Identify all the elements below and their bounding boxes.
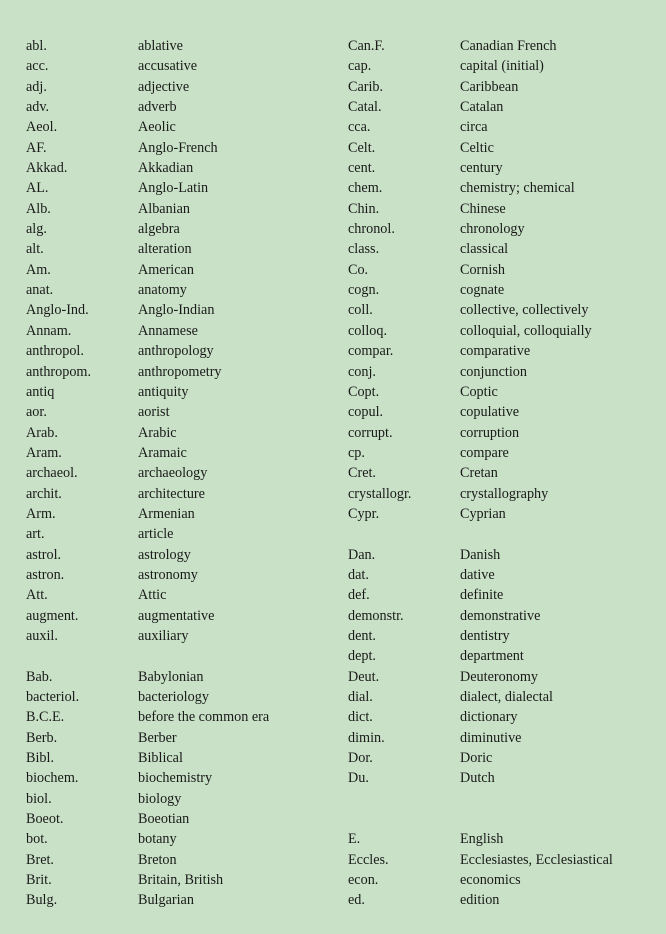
abbreviation: aor.: [26, 404, 47, 421]
expansion: anthropometry: [138, 363, 222, 380]
abbreviation-entry: [348, 300, 658, 320]
expansion: architecture: [138, 485, 205, 502]
expansion: chemistry; chemical: [460, 180, 575, 197]
abbreviation: Catal.: [348, 99, 382, 116]
abbreviation: econ.: [348, 872, 379, 889]
abbreviation-entry: [348, 687, 658, 707]
abbreviation-entry: [26, 36, 326, 56]
abbreviation: astrol.: [26, 546, 62, 563]
abbreviation-entry: [348, 117, 658, 137]
abbreviation: Alb.: [26, 200, 51, 217]
expansion: Ecclesiastes, Ecclesiastical: [460, 851, 613, 868]
abbreviation-entry: [26, 260, 326, 280]
abbreviation-entry: [348, 138, 658, 158]
abbreviation: biol.: [26, 790, 52, 807]
abbreviation: biochem.: [26, 770, 79, 787]
expansion: department: [460, 648, 524, 665]
abbreviation-entry: [26, 362, 326, 382]
abbreviation: dat.: [348, 566, 369, 583]
abbreviation: Anglo-Ind.: [26, 302, 89, 319]
abbreviation: Boeot.: [26, 811, 64, 828]
abbreviation-entry: [26, 850, 326, 870]
expansion: Berber: [138, 729, 177, 746]
abbreviation-entry: [26, 158, 326, 178]
abbreviation-entry: [26, 97, 326, 117]
abbreviation-entry: [26, 504, 326, 524]
abbreviation: archit.: [26, 485, 62, 502]
expansion: adverb: [138, 99, 177, 116]
abbreviation: auxil.: [26, 627, 58, 644]
section-gap: [348, 809, 658, 829]
abbreviation-entry: [348, 463, 658, 483]
abbreviation: Carib.: [348, 78, 384, 95]
expansion: antiquity: [138, 383, 189, 400]
section-gap: [26, 646, 326, 666]
abbreviation-entry: [26, 565, 326, 585]
expansion: century: [460, 160, 503, 177]
expansion: astrology: [138, 546, 191, 563]
expansion: Canadian French: [460, 38, 557, 54]
abbreviation-entry: [26, 77, 326, 97]
abbreviation-entry: [348, 280, 658, 300]
abbreviation-entry: [348, 484, 658, 504]
abbreviation: dent.: [348, 627, 376, 644]
expansion: accusative: [138, 58, 198, 75]
abbreviation-entry: [26, 687, 326, 707]
abbreviation: Berb.: [26, 729, 58, 746]
right-column: [348, 36, 658, 911]
abbreviation-entry: [348, 423, 658, 443]
expansion: Catalan: [460, 99, 504, 116]
abbreviation: Aram.: [26, 444, 62, 461]
abbreviation: Co.: [348, 261, 369, 278]
abbreviation-entry: [348, 585, 658, 605]
expansion: English: [460, 831, 504, 848]
expansion: Britain, British: [138, 872, 224, 889]
abbreviation: archaeol.: [26, 465, 78, 482]
abbreviation-entry: [348, 890, 658, 910]
abbreviation-entry: [348, 219, 658, 239]
abbreviation-entry: [348, 362, 658, 382]
section-gap: [348, 789, 658, 809]
expansion: compare: [460, 444, 509, 461]
abbreviation-entry: [26, 484, 326, 504]
abbreviation-entry: [26, 300, 326, 320]
abbreviation-entry: [348, 97, 658, 117]
abbreviation-entry: [26, 199, 326, 219]
section-gap: [348, 524, 658, 544]
expansion: dative: [460, 566, 495, 583]
abbreviation-entry: [26, 463, 326, 483]
abbreviation: dial.: [348, 689, 373, 705]
abbreviation-entry: [26, 606, 326, 626]
expansion: definite: [460, 587, 504, 604]
expansion: economics: [460, 872, 521, 889]
abbreviation: Deut.: [348, 668, 380, 685]
abbreviation-entry: [26, 321, 326, 341]
expansion: alteration: [138, 241, 192, 258]
abbreviation: bot.: [26, 831, 48, 848]
abbreviation-entry: [348, 606, 658, 626]
expansion: chronology: [460, 221, 525, 238]
abbreviation: anat.: [26, 282, 54, 299]
expansion: biology: [138, 790, 182, 807]
abbreviation: E.: [348, 831, 361, 848]
abbreviation-entry: [26, 789, 326, 809]
abbreviation: acc.: [26, 58, 49, 75]
expansion: corruption: [460, 424, 520, 441]
abbreviation: Am.: [26, 261, 51, 278]
expansion: collective, collectively: [460, 302, 589, 319]
abbreviation: Eccles.: [348, 851, 389, 868]
abbreviation-entry: [348, 768, 658, 788]
abbreviation: cogn.: [348, 282, 380, 299]
abbreviation-entry: [26, 341, 326, 361]
expansion: Arabic: [138, 424, 177, 441]
expansion: adjective: [138, 78, 190, 95]
abbreviation: AL.: [26, 180, 49, 197]
abbreviation: Akkad.: [26, 160, 68, 177]
expansion: Breton: [138, 851, 177, 868]
abbreviation: art.: [26, 526, 45, 543]
abbreviation-entry: [348, 667, 658, 687]
abbreviation: dict.: [348, 709, 373, 726]
abbreviation-entry: [348, 545, 658, 565]
abbreviation-entry: [26, 280, 326, 300]
abbreviation: Bab.: [26, 668, 53, 685]
expansion: Anglo-Latin: [138, 180, 209, 197]
abbreviation: ed.: [348, 892, 365, 909]
abbreviation: Annam.: [26, 322, 72, 339]
abbreviation: chem.: [348, 180, 383, 197]
abbreviation-entry: [348, 707, 658, 727]
abbreviation-entry: [26, 545, 326, 565]
abbreviation: Bret.: [26, 851, 54, 868]
abbreviation: astron.: [26, 566, 65, 583]
abbreviation: anthropom.: [26, 363, 92, 380]
abbreviation-entry: [348, 56, 658, 76]
expansion: Cornish: [460, 261, 505, 278]
expansion: archaeology: [138, 465, 208, 482]
abbreviation-entry: [348, 748, 658, 768]
expansion: before the common era: [138, 709, 270, 726]
abbreviation-entry: [26, 219, 326, 239]
abbreviation: corrupt.: [348, 424, 393, 441]
expansion: algebra: [138, 221, 180, 238]
abbreviation: Att.: [26, 587, 48, 604]
expansion: comparative: [460, 343, 531, 360]
abbreviation-entry: [26, 707, 326, 727]
expansion: Doric: [460, 750, 493, 767]
abbreviation-entry: [348, 646, 658, 666]
abbreviation-entry: [348, 260, 658, 280]
abbreviation-entry: [26, 809, 326, 829]
expansion: Deuteronomy: [460, 668, 539, 685]
abbreviation-entry: [26, 524, 326, 544]
abbreviation: Dor.: [348, 750, 373, 767]
expansion: Chinese: [460, 200, 506, 217]
abbreviation-entry: [26, 423, 326, 443]
abbreviation: def.: [348, 587, 370, 604]
abbreviation-entry: [26, 748, 326, 768]
expansion: capital (initial): [460, 58, 544, 75]
abbreviation-entry: [348, 382, 658, 402]
abbreviation-entry: [348, 36, 658, 56]
expansion: Dutch: [460, 770, 495, 787]
expansion: Akkadian: [138, 160, 194, 177]
expansion: diminutive: [460, 729, 522, 746]
abbreviation: Arab.: [26, 424, 58, 441]
expansion: Cyprian: [460, 505, 506, 522]
expansion: conjunction: [460, 363, 527, 380]
left-column: [26, 36, 326, 911]
abbreviation: Aeol.: [26, 119, 58, 136]
expansion: dialect, dialectal: [460, 689, 553, 705]
abbreviation-entry: [26, 239, 326, 259]
abbreviation-entry: [26, 626, 326, 646]
abbreviation-entry: [26, 382, 326, 402]
abbreviation: Arm.: [26, 505, 56, 522]
abbreviation-entry: [348, 443, 658, 463]
abbreviation: compar.: [348, 343, 394, 360]
abbreviation-entry: [26, 870, 326, 890]
abbreviation-entry: [348, 158, 658, 178]
abbreviation-entry: [348, 199, 658, 219]
expansion: circa: [460, 119, 488, 136]
expansion: cognate: [460, 282, 505, 299]
abbreviation-entry: [348, 829, 658, 849]
abbreviation: B.C.E.: [26, 709, 65, 726]
abbreviation-entry: [348, 850, 658, 870]
abbreviation: AF.: [26, 139, 47, 156]
abbreviation-entry: [26, 728, 326, 748]
expansion: augmentative: [138, 607, 215, 624]
expansion: Bulgarian: [138, 892, 194, 909]
expansion: demonstrative: [460, 607, 541, 624]
abbreviation: conj.: [348, 363, 376, 380]
expansion: Anglo-French: [138, 139, 218, 156]
expansion: Annamese: [138, 322, 198, 339]
abbreviation-entry: [26, 117, 326, 137]
abbreviation: adv.: [26, 99, 50, 116]
abbreviation-entry: [26, 890, 326, 910]
abbreviation-entry: [26, 178, 326, 198]
expansion: Coptic: [460, 383, 498, 400]
abbreviation: Dan.: [348, 546, 376, 563]
abbreviation: alg.: [26, 221, 47, 238]
expansion: Aramaic: [138, 444, 187, 461]
abbreviation: Chin.: [348, 200, 380, 217]
abbreviation: Celt.: [348, 139, 376, 156]
abbreviation: Cret.: [348, 465, 376, 482]
expansion: anthropology: [138, 343, 214, 360]
abbreviation: Copt.: [348, 383, 380, 400]
abbreviation: class.: [348, 241, 380, 258]
abbreviation-entry: [26, 443, 326, 463]
abbreviation-entry: [348, 402, 658, 422]
abbreviation-entry: [348, 239, 658, 259]
abbreviation: augment.: [26, 607, 79, 624]
abbreviation: chronol.: [348, 221, 395, 238]
abbreviation: bacteriol.: [26, 689, 80, 705]
expansion: dictionary: [460, 709, 518, 726]
abbreviation: crystallogr.: [348, 485, 412, 502]
abbreviation-entry: [348, 178, 658, 198]
expansion: Anglo-Indian: [138, 302, 215, 319]
abbreviation-entry: [26, 56, 326, 76]
abbreviation: Bulg.: [26, 892, 58, 909]
abbreviation-entry: [348, 728, 658, 748]
expansion: biochemistry: [138, 770, 213, 787]
abbreviation: dimin.: [348, 729, 385, 746]
abbreviation: abl.: [26, 38, 47, 54]
expansion: Caribbean: [460, 78, 519, 95]
abbreviation-entry: [26, 667, 326, 687]
expansion: Attic: [138, 587, 167, 604]
expansion: Albanian: [138, 200, 191, 217]
expansion: article: [138, 526, 174, 543]
abbreviation-entry: [348, 321, 658, 341]
abbreviation-entry: [348, 504, 658, 524]
abbreviation-entry: [348, 870, 658, 890]
abbreviation: cap.: [348, 58, 372, 75]
abbreviation: cca.: [348, 119, 371, 136]
abbreviation-entry: [26, 585, 326, 605]
abbreviation: Bibl.: [26, 750, 54, 767]
abbreviation: dept.: [348, 648, 376, 665]
abbreviation: antiq: [26, 383, 55, 400]
expansion: Biblical: [138, 750, 183, 767]
abbreviation: alt.: [26, 241, 44, 258]
expansion: auxiliary: [138, 627, 189, 644]
abbreviation: cent.: [348, 160, 376, 177]
expansion: botany: [138, 831, 177, 848]
expansion: copulative: [460, 404, 520, 421]
expansion: bacteriology: [138, 689, 209, 705]
abbreviation-entry: [348, 565, 658, 585]
expansion: Aeolic: [138, 119, 176, 136]
abbreviation: Du.: [348, 770, 369, 787]
expansion: anatomy: [138, 282, 187, 299]
expansion: aorist: [138, 404, 170, 421]
abbreviation: colloq.: [348, 322, 388, 339]
expansion: Celtic: [460, 139, 494, 156]
abbreviation: coll.: [348, 302, 373, 319]
expansion: dentistry: [460, 627, 510, 644]
abbreviation: Cypr.: [348, 505, 380, 522]
expansion: edition: [460, 892, 500, 909]
expansion: Boeotian: [138, 811, 190, 828]
abbreviation-entry: [26, 402, 326, 422]
abbreviation-entry: [26, 138, 326, 158]
expansion: Danish: [460, 546, 501, 563]
expansion: Babylonian: [138, 668, 204, 685]
abbreviation-entry: [348, 341, 658, 361]
expansion: American: [138, 261, 194, 278]
abbreviation: Brit.: [26, 872, 52, 889]
expansion: astronomy: [138, 566, 198, 583]
abbreviation-entry: [26, 768, 326, 788]
expansion: ablative: [138, 38, 183, 54]
abbreviation: adj.: [26, 78, 47, 95]
abbreviation: cp.: [348, 444, 365, 461]
expansion: crystallography: [460, 485, 549, 502]
abbreviation-entry: [348, 77, 658, 97]
expansion: Armenian: [138, 505, 195, 522]
expansion: Cretan: [460, 465, 498, 482]
abbreviation: anthropol.: [26, 343, 84, 360]
abbreviation: demonstr.: [348, 607, 404, 624]
abbreviation-entry: [26, 829, 326, 849]
abbreviation: Can.F.: [348, 38, 385, 54]
expansion: classical: [460, 241, 509, 258]
abbreviation-entry: [348, 626, 658, 646]
expansion: colloquial, colloquially: [460, 322, 592, 339]
abbreviation: copul.: [348, 404, 384, 421]
